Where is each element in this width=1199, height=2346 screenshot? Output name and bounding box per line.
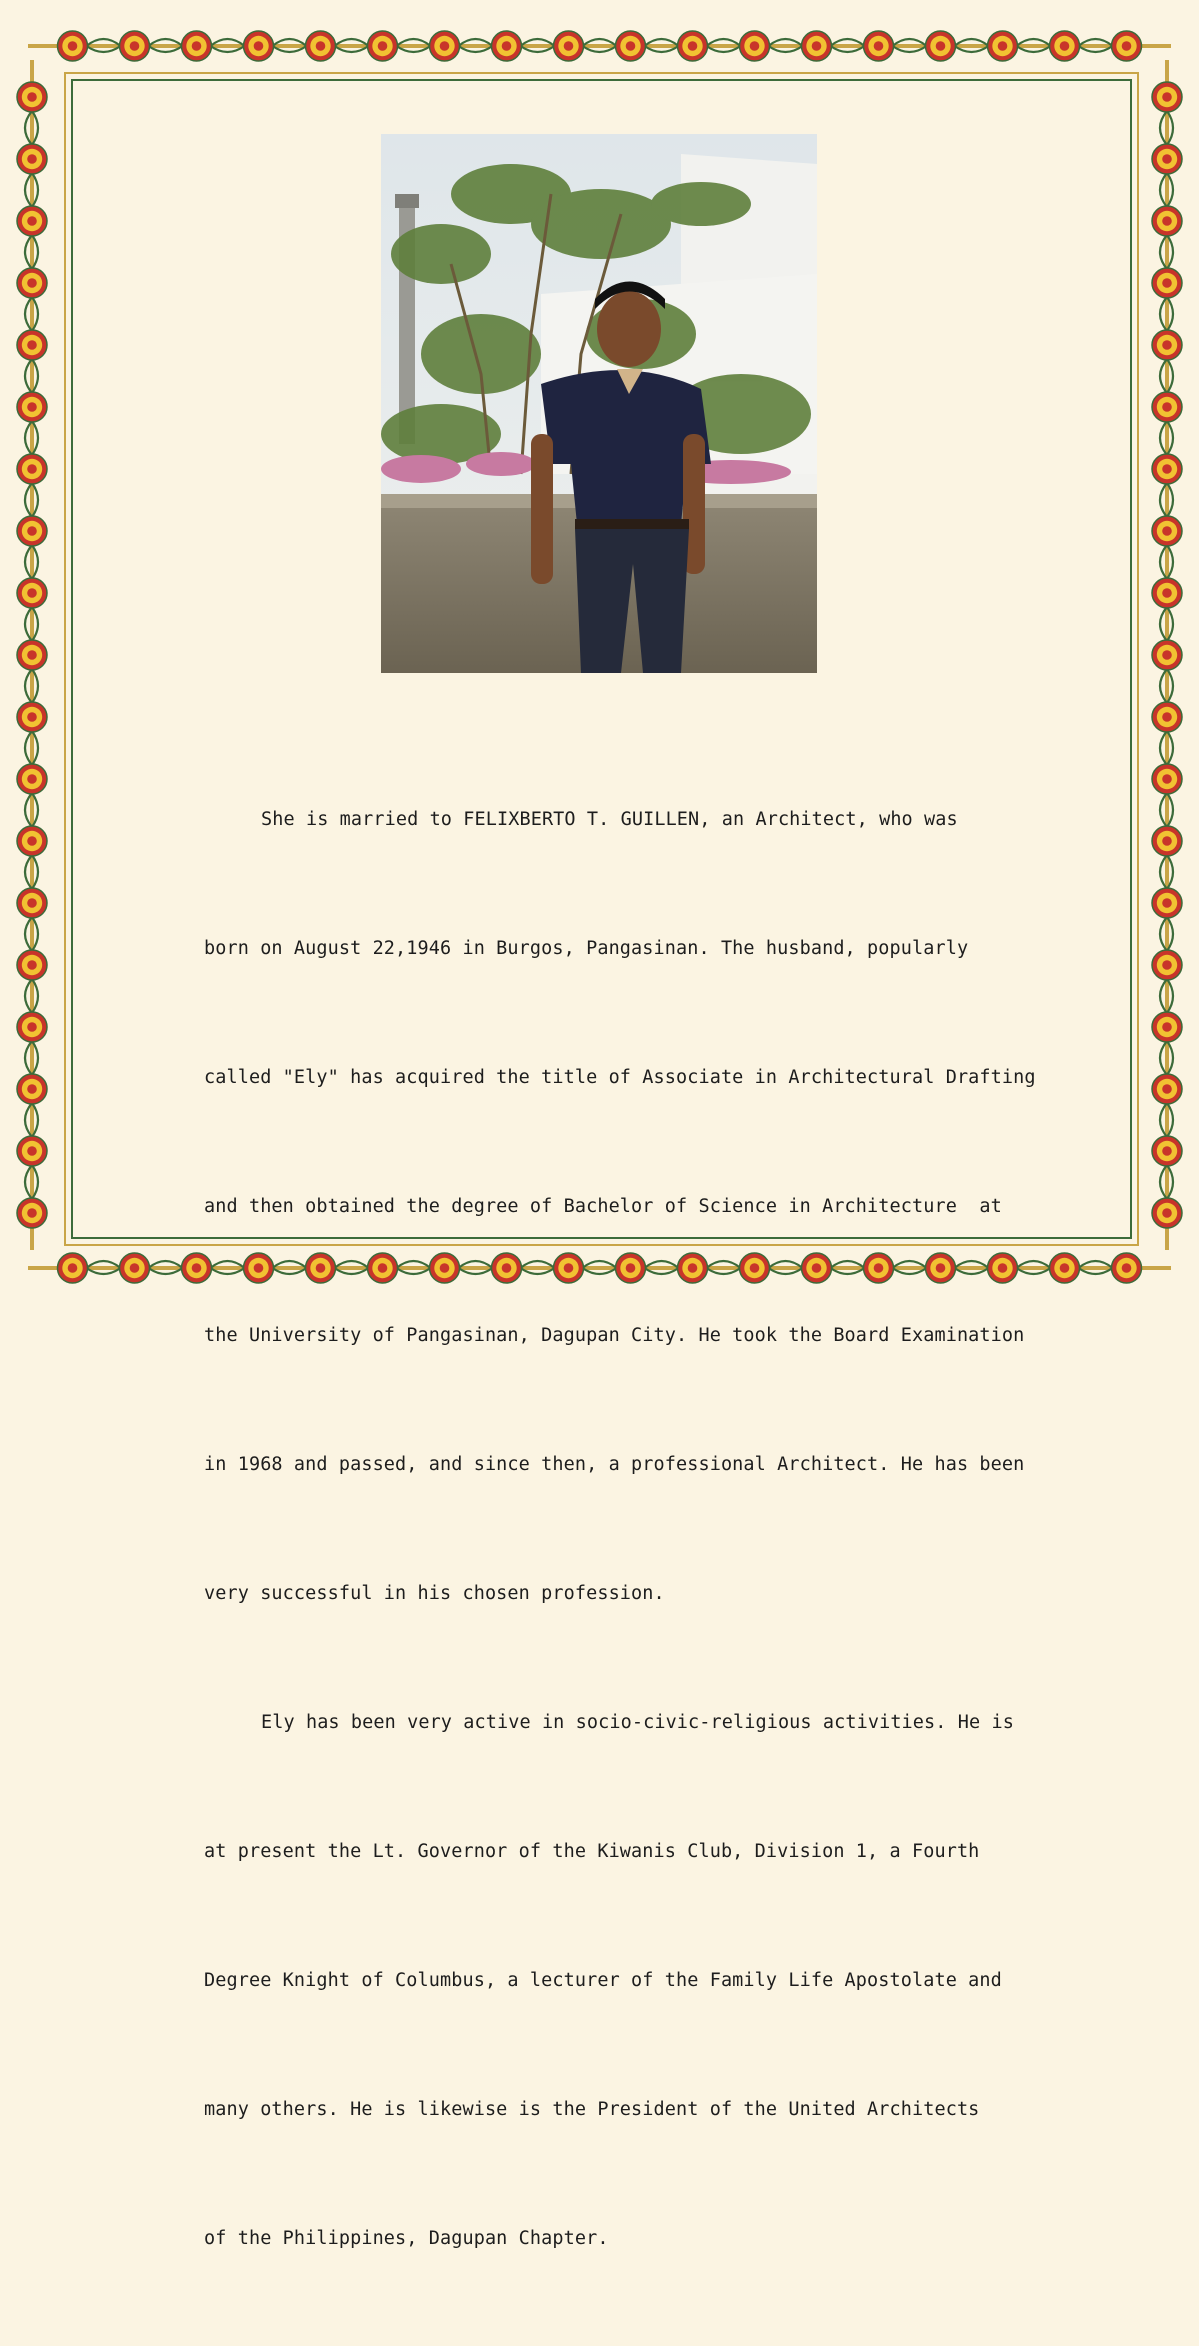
bio-line: Degree Knight of Columbus, a lecturer of the Family Life Apostolate and [204, 1970, 1002, 1991]
flower-ornament [120, 31, 150, 61]
flower-ornament [306, 31, 336, 61]
flower-ornament [17, 950, 47, 980]
flower-ornament [17, 82, 47, 112]
flower-ornament [120, 1253, 150, 1283]
flower-ornament [58, 31, 88, 61]
flower-ornament [554, 31, 584, 61]
flower-ornament [1152, 268, 1182, 298]
ornamental-border-top [28, 18, 1171, 74]
bio-line: in 1968 and passed, and since then, a professional Architect. He has been [204, 1454, 1025, 1475]
flower-ornament [1152, 1198, 1182, 1228]
portrait-illustration [381, 134, 817, 673]
flower-ornament [864, 31, 894, 61]
bio-line: the University of Pangasinan, Dagupan City. He took the Board Examination [204, 1325, 1025, 1346]
ornamental-border-left [8, 60, 56, 1250]
flower-ornament [182, 31, 212, 61]
flower-ornament [926, 31, 956, 61]
bio-line: born on August 22,1946 in Burgos, Pangasinan. The husband, popularly [204, 938, 969, 959]
flower-ornament [244, 31, 274, 61]
flower-ornament [430, 31, 460, 61]
flower-ornament [1050, 1253, 1080, 1283]
flower-ornament [17, 1136, 47, 1166]
flower-ornament [368, 31, 398, 61]
bio-line: She is married to FELIXBERTO T. GUILLEN, an Architect, who was [261, 809, 958, 830]
flower-ornament [1112, 31, 1142, 61]
flower-ornament [1152, 454, 1182, 484]
flower-ornament [492, 31, 522, 61]
flower-ornament [1152, 702, 1182, 732]
flower-ornament [988, 31, 1018, 61]
flower-ornament [616, 31, 646, 61]
flower-ornament [802, 31, 832, 61]
flower-ornament [17, 1198, 47, 1228]
flower-ornament [1152, 144, 1182, 174]
flower-ornament [17, 268, 47, 298]
flower-ornament [17, 1074, 47, 1104]
bio-line: very successful in his chosen profession. [204, 1583, 665, 1604]
flower-ornament [1152, 1136, 1182, 1166]
biography-text [204, 712, 1034, 2346]
flower-ornament [1152, 206, 1182, 236]
flower-ornament [17, 1012, 47, 1042]
flower-ornament [17, 888, 47, 918]
flower-ornament [17, 144, 47, 174]
flower-ornament [1152, 640, 1182, 670]
flower-ornament [1152, 1012, 1182, 1042]
flower-ornament [1152, 888, 1182, 918]
flower-ornament [740, 31, 770, 61]
flower-ornament [1152, 516, 1182, 546]
bio-line: many others. He is likewise is the President of the United Architects [204, 2099, 980, 2120]
portrait-photo [381, 134, 817, 673]
bio-line: at present the Lt. Governor of the Kiwanis Club, Division 1, a Fourth [204, 1841, 980, 1862]
flower-ornament [17, 826, 47, 856]
flower-ornament [17, 206, 47, 236]
flower-ornament [17, 640, 47, 670]
flower-ornament [17, 330, 47, 360]
bio-line: Ely has been very active in socio-civic-religious activities. He is [261, 1712, 1014, 1733]
bio-line: of the Philippines, Dagupan Chapter. [204, 2228, 609, 2249]
flower-ornament [17, 516, 47, 546]
flower-ornament [58, 1253, 88, 1283]
flower-ornament [1152, 392, 1182, 422]
flower-ornament [1152, 578, 1182, 608]
ornamental-border-right [1143, 60, 1191, 1250]
flower-ornament [678, 31, 708, 61]
flower-ornament [1050, 31, 1080, 61]
flower-ornament [1152, 82, 1182, 112]
flower-ornament [17, 392, 47, 422]
flower-ornament [17, 578, 47, 608]
flower-ornament [1112, 1253, 1142, 1283]
flower-ornament [1152, 330, 1182, 360]
bio-line: and then obtained the degree of Bachelor of Science in Architecture at [204, 1196, 1002, 1217]
flower-ornament [1152, 764, 1182, 794]
flower-ornament [1152, 950, 1182, 980]
flower-ornament [1152, 826, 1182, 856]
flower-ornament [17, 764, 47, 794]
flower-ornament [17, 702, 47, 732]
flower-ornament [1152, 1074, 1182, 1104]
flower-ornament [17, 454, 47, 484]
bio-line: called "Ely" has acquired the title of Associate in Architectural Drafting [204, 1067, 1036, 1088]
